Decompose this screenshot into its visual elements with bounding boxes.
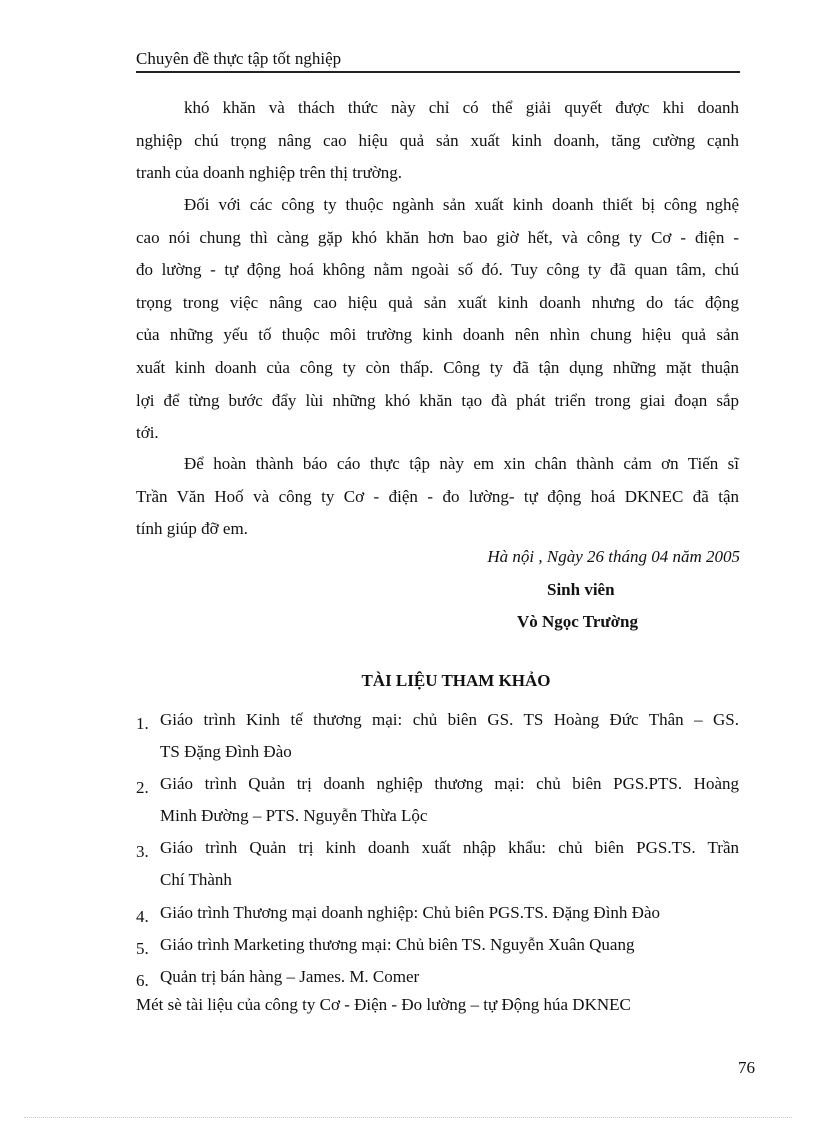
reference-text: Giáo trình Kinh tế thương mại: chủ biên GS. TS Hoàng Đức Thân – GS.	[160, 710, 739, 729]
reference-item	[136, 704, 739, 768]
text-line: của những yếu tố thuộc môi trường kinh doanh nên nhìn chung hiệu quả sản	[136, 325, 739, 345]
reference-text: Giáo trình Thương mại doanh nghiệp: Chủ biên PGS.TS. Đặng Đình Đào	[160, 903, 660, 922]
text-line: trọng trong việc nâng cao hiệu quả sản xuất kinh doanh nhưng do tác động	[136, 292, 739, 312]
reference-number: 2.	[136, 778, 149, 797]
text-line: khó khăn và thách thức này chỉ có thể giải quyết được khi doanh	[184, 98, 739, 117]
reference-note: Mét sè tài liệu của công ty Cơ - Điện - Đo lường – tự Động húa DKNEC	[136, 995, 631, 1014]
reference-number: 3.	[136, 842, 149, 861]
text-line: xuất kinh doanh của công ty còn thấp. Công ty đã tận dụng những mặt thuận	[136, 357, 739, 377]
reference-number: 4.	[136, 907, 149, 926]
text-line: cao nói chung thì càng gặp khó khăn hơn bao giờ hết, và công ty Cơ - điện -	[136, 227, 739, 247]
signature-date: Hà nội , Ngày 26 tháng 04 năm 2005	[487, 547, 740, 566]
reference-item	[136, 768, 739, 832]
reference-text: Quản trị bán hàng – James. M. Comer	[160, 967, 420, 986]
reference-text: Minh Đường – PTS. Nguyễn Thừa Lộc	[160, 806, 428, 825]
reference-item	[136, 832, 739, 896]
text-line: nghiệp chú trọng nâng cao hiệu quả sản xuất kinh doanh, tăng cường cạnh	[136, 130, 739, 150]
text-line: Trần Văn Hoố và công ty Cơ - điện - đo lường- tự động hoá DKNEC đã tận	[136, 486, 739, 506]
text-line: đo lường - tự động hoá không nằm ngoài số đó. Tuy công ty đã quan tâm, chú	[136, 260, 739, 280]
text-line: tranh của doanh nghiệp trên thị trường.	[136, 163, 403, 183]
paragraph-2	[136, 189, 739, 450]
reference-text: Giáo trình Marketing thương mại: Chủ biên TS. Nguyễn Xuân Quang	[160, 935, 635, 954]
page-header	[136, 49, 740, 73]
paragraph-3	[136, 448, 739, 546]
page-bottom-divider	[24, 1117, 792, 1118]
text-line: tính giúp đỡ em.	[136, 519, 248, 539]
reference-number: 5.	[136, 939, 149, 958]
signature-name: Vò Ngọc Trường	[517, 612, 638, 631]
reference-item	[136, 961, 739, 993]
reference-number: 6.	[136, 971, 149, 990]
text-line: lợi để từng bước đẩy lùi những khó khăn tạo đà phát triển trong giai đoạn sắp	[136, 390, 739, 410]
reference-item	[136, 897, 739, 929]
reference-text: TS Đặng Đình Đào	[160, 742, 292, 761]
page-number: 76	[738, 1058, 755, 1077]
reference-text: Chí Thành	[160, 870, 232, 889]
references-title: TÀI LIỆU THAM KHẢO	[361, 671, 551, 690]
reference-item	[136, 929, 739, 961]
text-line: Đối với các công ty thuộc ngành sản xuất kinh doanh thiết bị công nghệ	[184, 195, 739, 214]
paragraph-1	[136, 92, 739, 190]
reference-number: 1.	[136, 714, 149, 733]
reference-text: Giáo trình Quản trị kinh doanh xuất nhập khẩu: chủ biên PGS.TS. Trần	[160, 838, 739, 857]
header-title: Chuyên đề thực tập tốt nghiệp	[136, 49, 342, 68]
reference-text: Giáo trình Quản trị doanh nghiệp thương mại: chủ biên PGS.PTS. Hoàng	[160, 774, 739, 793]
text-line: Để hoàn thành báo cáo thực tập này em xin chân thành cảm ơn Tiến sĩ	[184, 454, 739, 473]
text-line: tới.	[136, 423, 159, 443]
signature-role: Sinh viên	[547, 580, 615, 599]
